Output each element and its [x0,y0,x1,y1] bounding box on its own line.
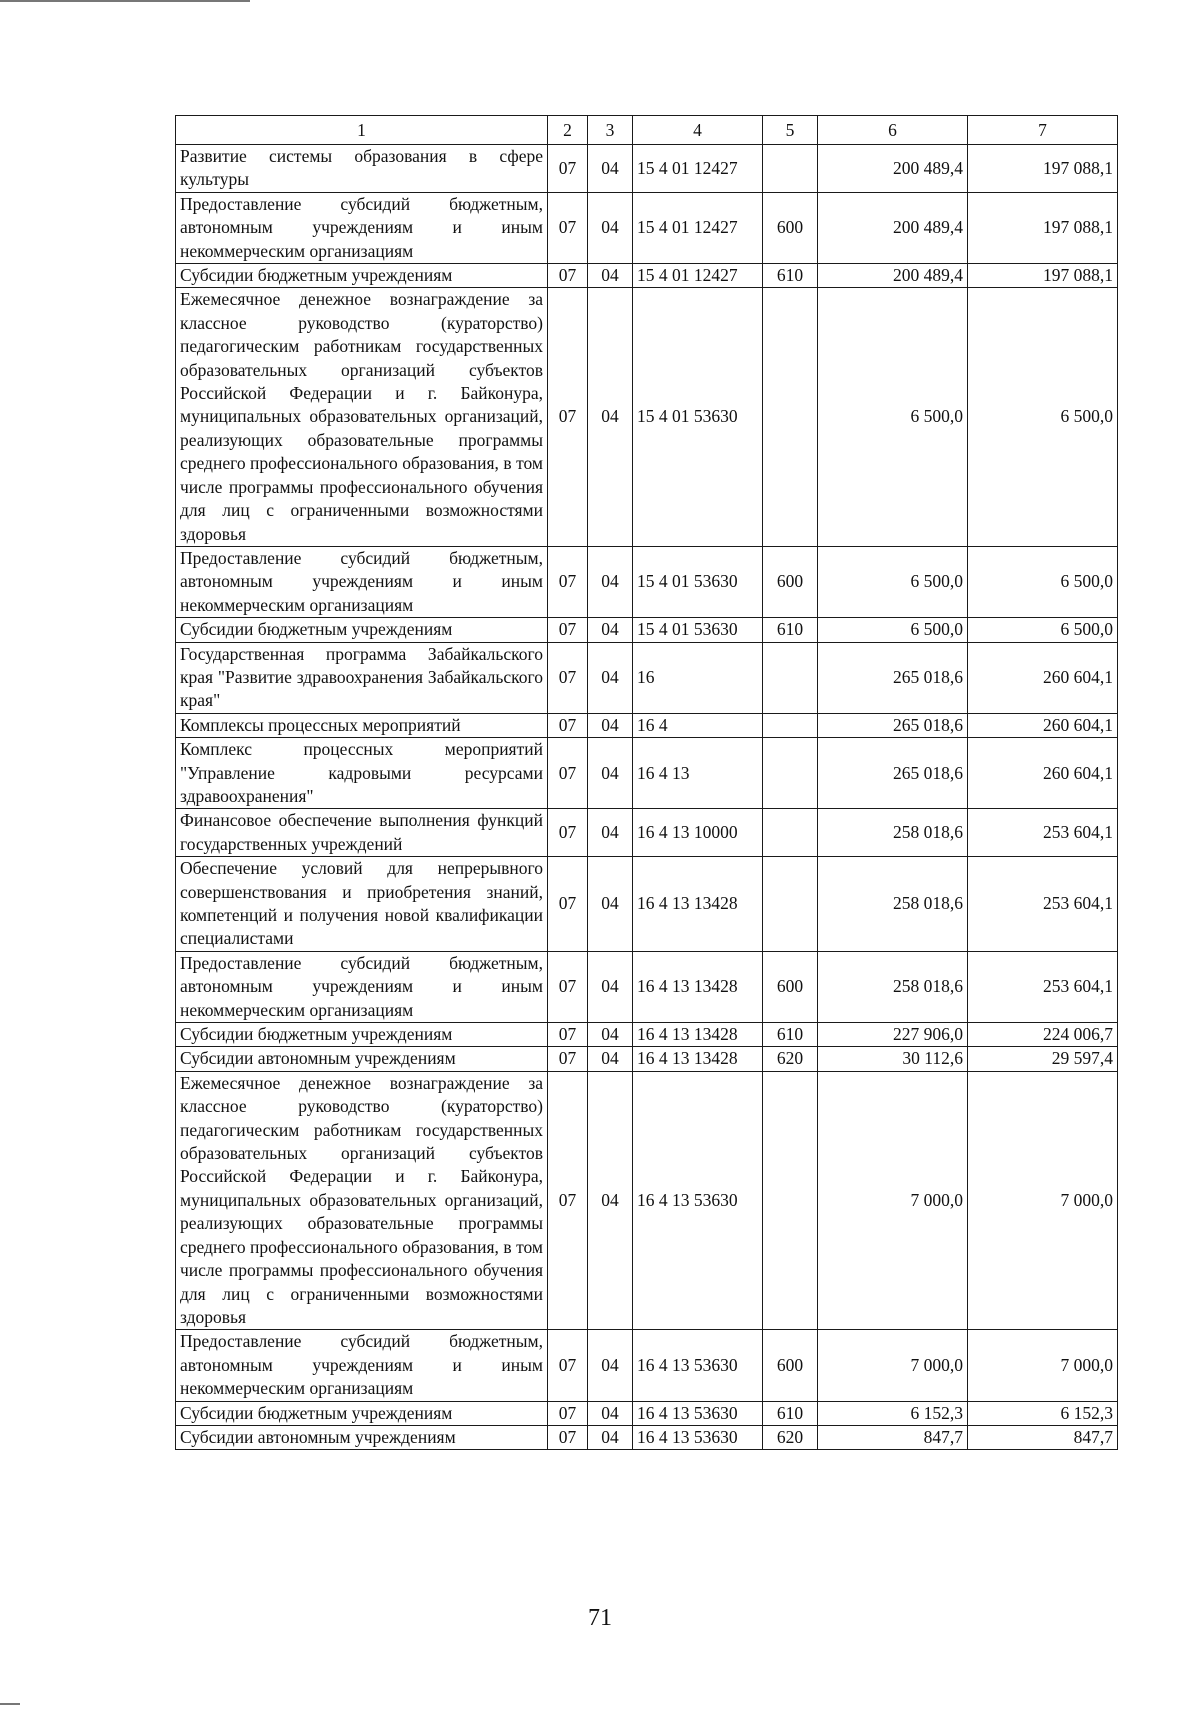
table-row [176,618,1118,642]
target-article-cell: 16 4 13 53630 [633,1071,763,1329]
subsection-cell: 04 [588,1047,633,1071]
section-cell: 07 [548,264,588,288]
amount-year1-cell: 847,7 [818,1425,968,1449]
amount-year1-cell: 258 018,6 [818,809,968,857]
subsection-cell: 04 [588,857,633,952]
subsection-cell: 04 [588,951,633,1022]
column-header: 5 [763,116,818,145]
table-row [176,1071,1118,1329]
amount-year2-cell: 260 604,1 [968,642,1118,713]
section-cell: 07 [548,145,588,193]
row-name-cell: Государственная программа Забайкальского края "Развитие здравоохранения Забайкальского края" [176,642,548,713]
amount-year1-cell: 6 152,3 [818,1401,968,1425]
table-row [176,1023,1118,1047]
expense-type-cell: 600 [763,951,818,1022]
amount-year2-cell: 253 604,1 [968,951,1118,1022]
amount-year1-cell: 6 500,0 [818,546,968,617]
amount-year1-cell: 30 112,6 [818,1047,968,1071]
amount-year2-cell: 7 000,0 [968,1071,1118,1329]
subsection-cell: 04 [588,264,633,288]
amount-year1-cell: 7 000,0 [818,1071,968,1329]
target-article-cell: 15 4 01 12427 [633,264,763,288]
subsection-cell: 04 [588,713,633,737]
target-article-cell: 15 4 01 12427 [633,145,763,193]
section-cell: 07 [548,1071,588,1329]
amount-year2-cell: 847,7 [968,1425,1118,1449]
table-row [176,642,1118,713]
table-row [176,738,1118,809]
table-row [176,192,1118,263]
section-cell: 07 [548,192,588,263]
row-name-cell: Ежемесячное денежное вознаграждение за классное руководство (кураторство) педагогическим работникам государственных образовательных организаций субъектов Российской Федерации и г. Байконура, муниципальных образовательных организаций, реализующих образовательные программы среднего профессионального образования, в том числе программы профессионального обучения для лиц с ограниченными возможностями здоровья [176,1071,548,1329]
expense-type-cell [763,713,818,737]
row-name-cell: Предоставление субсидий бюджетным, автономным учреждениям и иным некоммерческим организациям [176,192,548,263]
row-name-cell: Финансовое обеспечение выполнения функций государственных учреждений [176,809,548,857]
expense-type-cell: 610 [763,264,818,288]
amount-year1-cell: 200 489,4 [818,264,968,288]
expense-type-cell: 610 [763,618,818,642]
section-cell: 07 [548,1330,588,1401]
column-header: 2 [548,116,588,145]
subsection-cell: 04 [588,145,633,193]
section-cell: 07 [548,546,588,617]
row-name-cell: Субсидии автономным учреждениям [176,1425,548,1449]
table-row [176,145,1118,193]
target-article-cell: 16 4 13 53630 [633,1401,763,1425]
subsection-cell: 04 [588,1401,633,1425]
row-name-cell: Субсидии бюджетным учреждениям [176,1401,548,1425]
table-row [176,1425,1118,1449]
subsection-cell: 04 [588,809,633,857]
target-article-cell: 16 4 13 53630 [633,1425,763,1449]
table-row [176,264,1118,288]
row-name-cell: Субсидии бюджетным учреждениям [176,1023,548,1047]
row-name-cell: Комплекс процессных мероприятий "Управление кадровыми ресурсами здравоохранения" [176,738,548,809]
subsection-cell: 04 [588,1330,633,1401]
section-cell: 07 [548,713,588,737]
expense-type-cell: 620 [763,1047,818,1071]
expense-type-cell: 620 [763,1425,818,1449]
subsection-cell: 04 [588,738,633,809]
amount-year2-cell: 260 604,1 [968,738,1118,809]
budget-table [175,115,1118,1450]
row-name-cell: Субсидии бюджетным учреждениям [176,618,548,642]
amount-year1-cell: 265 018,6 [818,713,968,737]
column-header: 1 [176,116,548,145]
expense-type-cell: 610 [763,1023,818,1047]
subsection-cell: 04 [588,1425,633,1449]
table-row [176,1330,1118,1401]
amount-year2-cell: 197 088,1 [968,264,1118,288]
target-article-cell: 15 4 01 12427 [633,192,763,263]
row-name-cell: Предоставление субсидий бюджетным, автономным учреждениям и иным некоммерческим организациям [176,546,548,617]
header-row [176,116,1118,145]
table-row [176,546,1118,617]
expense-type-cell [763,288,818,546]
subsection-cell: 04 [588,546,633,617]
target-article-cell: 16 4 13 10000 [633,809,763,857]
expense-type-cell [763,857,818,952]
target-article-cell: 16 4 13 13428 [633,1047,763,1071]
section-cell: 07 [548,1425,588,1449]
row-name-cell: Ежемесячное денежное вознаграждение за классное руководство (кураторство) педагогическим работникам государственных образовательных организаций субъектов Российской Федерации и г. Байконура, муниципальных образовательных организаций, реализующих образовательные программы среднего профессионального образования, в том числе программы профессионального обучения для лиц с ограниченными возможностями здоровья [176,288,548,546]
target-article-cell: 16 [633,642,763,713]
section-cell: 07 [548,1047,588,1071]
amount-year2-cell: 6 500,0 [968,288,1118,546]
expense-type-cell: 600 [763,192,818,263]
subsection-cell: 04 [588,288,633,546]
table-row [176,1401,1118,1425]
table-row [176,288,1118,546]
target-article-cell: 16 4 13 [633,738,763,809]
column-header: 7 [968,116,1118,145]
subsection-cell: 04 [588,1023,633,1047]
expense-type-cell: 610 [763,1401,818,1425]
table-row [176,1047,1118,1071]
amount-year1-cell: 265 018,6 [818,642,968,713]
amount-year2-cell: 253 604,1 [968,857,1118,952]
amount-year2-cell: 224 006,7 [968,1023,1118,1047]
row-name-cell: Предоставление субсидий бюджетным, автономным учреждениям и иным некоммерческим организациям [176,951,548,1022]
table-row [176,713,1118,737]
target-article-cell: 16 4 13 13428 [633,951,763,1022]
amount-year1-cell: 6 500,0 [818,618,968,642]
expense-type-cell [763,642,818,713]
amount-year1-cell: 227 906,0 [818,1023,968,1047]
target-article-cell: 15 4 01 53630 [633,288,763,546]
column-header: 6 [818,116,968,145]
section-cell: 07 [548,951,588,1022]
column-header: 3 [588,116,633,145]
table-row [176,809,1118,857]
amount-year2-cell: 7 000,0 [968,1330,1118,1401]
section-cell: 07 [548,618,588,642]
amount-year1-cell: 7 000,0 [818,1330,968,1401]
target-article-cell: 16 4 13 53630 [633,1330,763,1401]
amount-year1-cell: 258 018,6 [818,857,968,952]
target-article-cell: 15 4 01 53630 [633,546,763,617]
expense-type-cell: 600 [763,1330,818,1401]
target-article-cell: 16 4 13 13428 [633,857,763,952]
section-cell: 07 [548,1023,588,1047]
amount-year2-cell: 6 500,0 [968,618,1118,642]
target-article-cell: 15 4 01 53630 [633,618,763,642]
amount-year2-cell: 253 604,1 [968,809,1118,857]
expense-type-cell: 600 [763,546,818,617]
table-row [176,951,1118,1022]
amount-year1-cell: 6 500,0 [818,288,968,546]
target-article-cell: 16 4 [633,713,763,737]
expense-type-cell [763,738,818,809]
amount-year2-cell: 29 597,4 [968,1047,1118,1071]
subsection-cell: 04 [588,1071,633,1329]
row-name-cell: Субсидии бюджетным учреждениям [176,264,548,288]
section-cell: 07 [548,1401,588,1425]
target-article-cell: 16 4 13 13428 [633,1023,763,1047]
row-name-cell: Предоставление субсидий бюджетным, автономным учреждениям и иным некоммерческим организациям [176,1330,548,1401]
column-header: 4 [633,116,763,145]
amount-year2-cell: 197 088,1 [968,192,1118,263]
row-name-cell: Обеспечение условий для непрерывного совершенствования и приобретения знаний, компетенций и получения новой квалификации специалистами [176,857,548,952]
section-cell: 07 [548,809,588,857]
expense-type-cell [763,1071,818,1329]
subsection-cell: 04 [588,642,633,713]
amount-year2-cell: 6 152,3 [968,1401,1118,1425]
subsection-cell: 04 [588,618,633,642]
expense-type-cell [763,145,818,193]
scan-artifact-line [0,0,250,2]
amount-year2-cell: 197 088,1 [968,145,1118,193]
row-name-cell: Субсидии автономным учреждениям [176,1047,548,1071]
scan-artifact-line [0,1703,20,1705]
section-cell: 07 [548,738,588,809]
amount-year1-cell: 200 489,4 [818,145,968,193]
section-cell: 07 [548,288,588,546]
amount-year1-cell: 258 018,6 [818,951,968,1022]
subsection-cell: 04 [588,192,633,263]
row-name-cell: Комплексы процессных мероприятий [176,713,548,737]
section-cell: 07 [548,857,588,952]
amount-year2-cell: 260 604,1 [968,713,1118,737]
table-row [176,857,1118,952]
amount-year2-cell: 6 500,0 [968,546,1118,617]
page-number: 71 [588,1605,612,1631]
row-name-cell: Развитие системы образования в сфере культуры [176,145,548,193]
section-cell: 07 [548,642,588,713]
expense-type-cell [763,809,818,857]
amount-year1-cell: 265 018,6 [818,738,968,809]
amount-year1-cell: 200 489,4 [818,192,968,263]
